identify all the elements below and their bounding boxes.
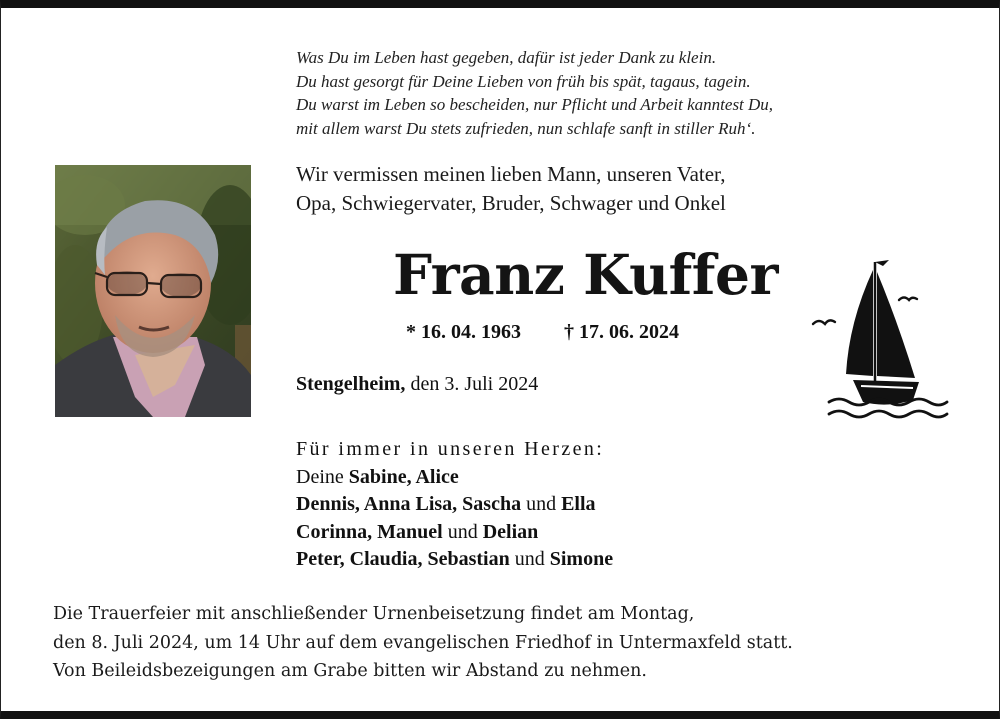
family-line [296, 464, 613, 492]
family-names: Sabine, Alice [348, 465, 459, 488]
family-names: Corinna, Manuel [296, 520, 443, 543]
poem-line: Du warst im Leben so bescheiden, nur Pflicht und Arbeit kanntest Du, [296, 95, 774, 114]
funeral-line: Von Beileidsbezeigungen am Grabe bitten wir Abstand zu nehmen. [53, 661, 647, 681]
family-lead: Für immer in unseren Herzen: [296, 438, 605, 460]
funeral-info [53, 600, 793, 686]
place-date [296, 373, 538, 396]
funeral-line: den 8. Juli 2024, um 14 Uhr auf dem evangelischen Friedhof in Untermaxfeld statt. [53, 632, 793, 653]
family-line [296, 546, 613, 574]
intro-line: Opa, Schwiegervater, Bruder, Schwager und Onkel [296, 191, 726, 215]
intro-text [296, 160, 726, 218]
death-date: † 17. 06. 2024 [564, 321, 679, 343]
poem-line: Was Du im Leben hast gegeben, dafür ist jeder Dank zu klein. [296, 48, 717, 67]
family-names: Delian [482, 520, 539, 543]
family-names: Ella [561, 493, 596, 515]
portrait-photo [55, 165, 251, 417]
family-prefix: Deine [296, 465, 344, 488]
family-line [296, 519, 613, 547]
notice-date: den 3. Juli 2024 [410, 373, 539, 395]
family-conjunction: und [447, 520, 478, 543]
family-line [296, 491, 613, 519]
family-names: Dennis, Anna Lisa, Sascha [296, 493, 522, 515]
deceased-name: Franz Kuffer [393, 242, 778, 307]
family-conjunction: und [526, 493, 557, 515]
funeral-line: Die Trauerfeier mit anschließender Urnenbeisetzung findet am Montag, [53, 604, 695, 624]
poem-line: Du hast gesorgt für Deine Lieben von früh bis spät, tagaus, tagein. [296, 71, 751, 91]
family-list [296, 436, 613, 574]
family-names: Simone [549, 548, 614, 570]
sailboat-icon [809, 252, 954, 424]
birth-date: * 16. 04. 1963 [406, 321, 521, 343]
intro-line: Wir vermissen meinen lieben Mann, unseren Vater, [296, 162, 726, 186]
place: Stengelheim, [296, 373, 406, 395]
life-dates [406, 321, 717, 344]
family-conjunction: und [514, 548, 545, 570]
poem [296, 46, 773, 140]
poem-line: mit allem warst Du stets zufrieden, nun schlafe sanft in stiller Ruh‘. [296, 118, 756, 138]
family-names: Peter, Claudia, Sebastian [296, 548, 510, 570]
